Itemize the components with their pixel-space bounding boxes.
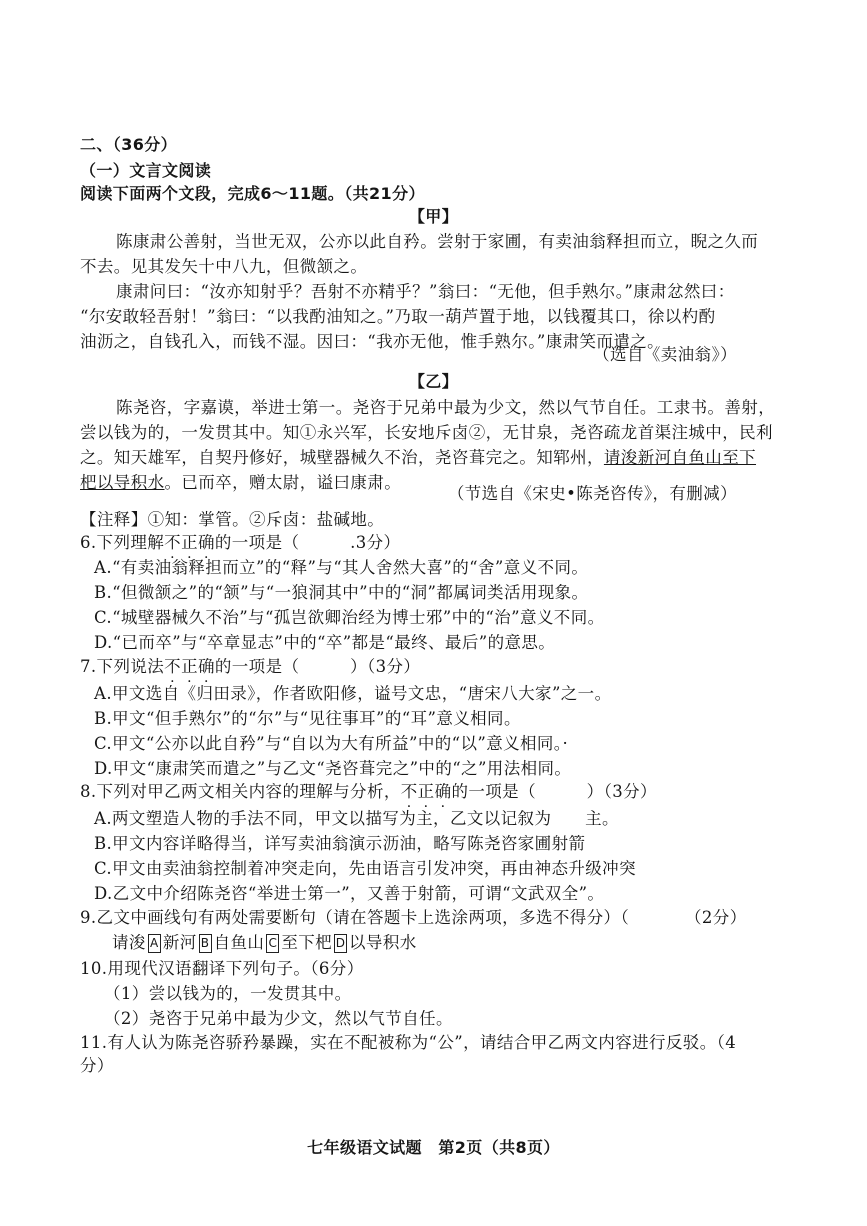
section-intro: 阅读下面两个文段，完成6～11题。（共21分）	[80, 184, 425, 203]
break-option-d: D	[334, 934, 347, 953]
question-11-stem-cont: 分）	[80, 1056, 114, 1075]
subsection-title: （一）文言文阅读	[80, 161, 212, 180]
question-8-option-a: A.两文塑造人物的手法不同，甲文以描写为主，乙文以记叙为 主。	[94, 809, 619, 828]
question-7-option-a: A.甲文选自《归田录》，作者欧阳修，谥号文忠，“唐宋八大家”之一。	[94, 684, 612, 703]
question-8-option-d: D.乙文中介绍陈尧咨“举进士第一”，又善于射箭，可谓“文武双全”。	[94, 884, 605, 903]
passage-jia-line: 康肃问曰：“汝亦知射乎？吾射不亦精乎？”翁曰：“无他，但手熟尔。”康肃忿然曰：	[116, 282, 735, 301]
question-6-option-c: C.“城壁器械久不治”与“孤岂欲卿治经为博士邪”中的“治”意义不同。	[94, 608, 605, 627]
passage-jia-heading: 【甲】	[408, 207, 459, 226]
question-7-stem: 7.下列说法不正确的一项是（ ）（3分）	[80, 657, 421, 676]
question-9-score: （2分）	[685, 908, 747, 927]
question-6-stem: 6.下列理解不正确的一项是（ .3分）	[80, 533, 401, 552]
passage-yi-source: （节选自《宋史•陈尧咨传》，有删减）	[447, 484, 737, 503]
break-option-b: B	[199, 934, 212, 953]
annotation-notes: 【注释】①知：掌管。②斥卤：盐碱地。	[80, 510, 385, 529]
question-8-option-b: B.甲文内容详略得当，详写卖油翁演示沥油，略写陈尧咨家圃射箭	[94, 834, 586, 853]
section-title: 二、（36分）	[80, 135, 178, 154]
underlined-sentence: 杷以导积水	[80, 473, 165, 492]
question-7-option-c: C.甲文“公亦以此自矜”与“自以为大有所益”中的“以”意义相同。·	[94, 734, 569, 753]
question-10-stem: 10.用现代汉语翻译下列句子。（6分）	[80, 959, 364, 978]
passage-yi-line: 陈尧咨，字嘉谟，举进士第一。尧咨于兄弟中最为少文，然以气节自任。工隶书。善射，	[116, 398, 776, 417]
question-10-sentence-2: （2）尧咨于兄弟中最为少文，然以气节自任。	[104, 1009, 453, 1028]
question-11-stem: 11.有人认为陈尧咨骄矜暴躁，实在不配被称为“公”，请结合甲乙两文内容进行反驳。（4	[80, 1033, 737, 1052]
question-7-option-b: B.甲文“但手熟尔”的“尔”与“见往事耳”的“耳”意义相同。	[94, 709, 521, 728]
passage-yi-line	[80, 447, 756, 469]
passage-jia-line: 陈康肃公善射，当世无双，公亦以此自矜。尝射于家圃，有卖油翁释担而立，睨之久而	[116, 232, 759, 251]
passage-jia-source: （选自《卖油翁》）	[593, 345, 737, 364]
question-8-option-c: C.甲文由卖油翁控制着冲突走向，先由语言引发冲突，再由神态升级冲突	[94, 859, 636, 878]
passage-yi-heading: 【乙】	[408, 372, 459, 391]
passage-yi-line: 尝以钱为的，一发贯其中。知①永兴军，长安地斥卤②，无甘泉，尧咨疏龙首渠注城中，民利	[80, 423, 773, 442]
break-option-a: A	[148, 934, 161, 953]
passage-yi-text: 。已而卒，赠太尉，谥曰康肃。	[164, 473, 402, 492]
break-option-c: C	[266, 934, 279, 953]
question-6-option-d: D.“已而卒”与“卒章显志”中的“卒”都是“最终、最后”的意思。	[94, 633, 556, 652]
question-8-stem: 8.下列对甲乙两文相关内容的理解与分析，不正确的一项是（ ）（3分）	[80, 782, 657, 801]
underlined-sentence: 请浚新河自鱼山至下	[603, 448, 757, 467]
passage-jia-line: 油沥之，自钱孔入，而钱不湿。因曰：“我亦无他，惟手熟尔。”康肃笑而遣之。	[80, 332, 665, 351]
page-footer: 七年级语文试题 第2页（共8页）	[307, 1138, 560, 1157]
question-10-sentence-1: （1）尝以钱为的，一发贯其中。	[104, 984, 352, 1003]
question-9-sentence: 请浚 A 新河 B 自鱼山 C 至下杷 D 以导积水	[112, 933, 417, 952]
question-9-stem: 9.乙文中画线句有两处需要断句（请在答题卡上选涂两项，多选不得分）（	[80, 908, 630, 927]
passage-jia-line: 不去。见其发矢十中八九，但微颔之。	[80, 257, 368, 276]
passage-yi-text: 之。知天雄军，自契丹修好，城壁器械久不治，尧咨葺完之。知郓州，	[80, 448, 604, 467]
passage-yi-line	[80, 472, 401, 494]
passage-jia-line: “尔安敢轻吾射！”翁曰：“以我酌油知之。”乃取一葫芦置于地，以钱覆其口，徐以杓酌	[80, 307, 716, 326]
question-7-option-d: D.甲文“康肃笑而遣之”与乙文“尧咨葺完之”中的“之”用法相同。	[94, 759, 572, 778]
question-6-option-b: B.“但微颔之”的“颔”与“一狼洞其中”中的“洞”都属词类活用现象。	[94, 583, 589, 602]
question-6-option-a: A.“有卖油翁释担而立”的“释”与“其人舍然大喜”的“舍”意义不同。	[94, 558, 589, 577]
